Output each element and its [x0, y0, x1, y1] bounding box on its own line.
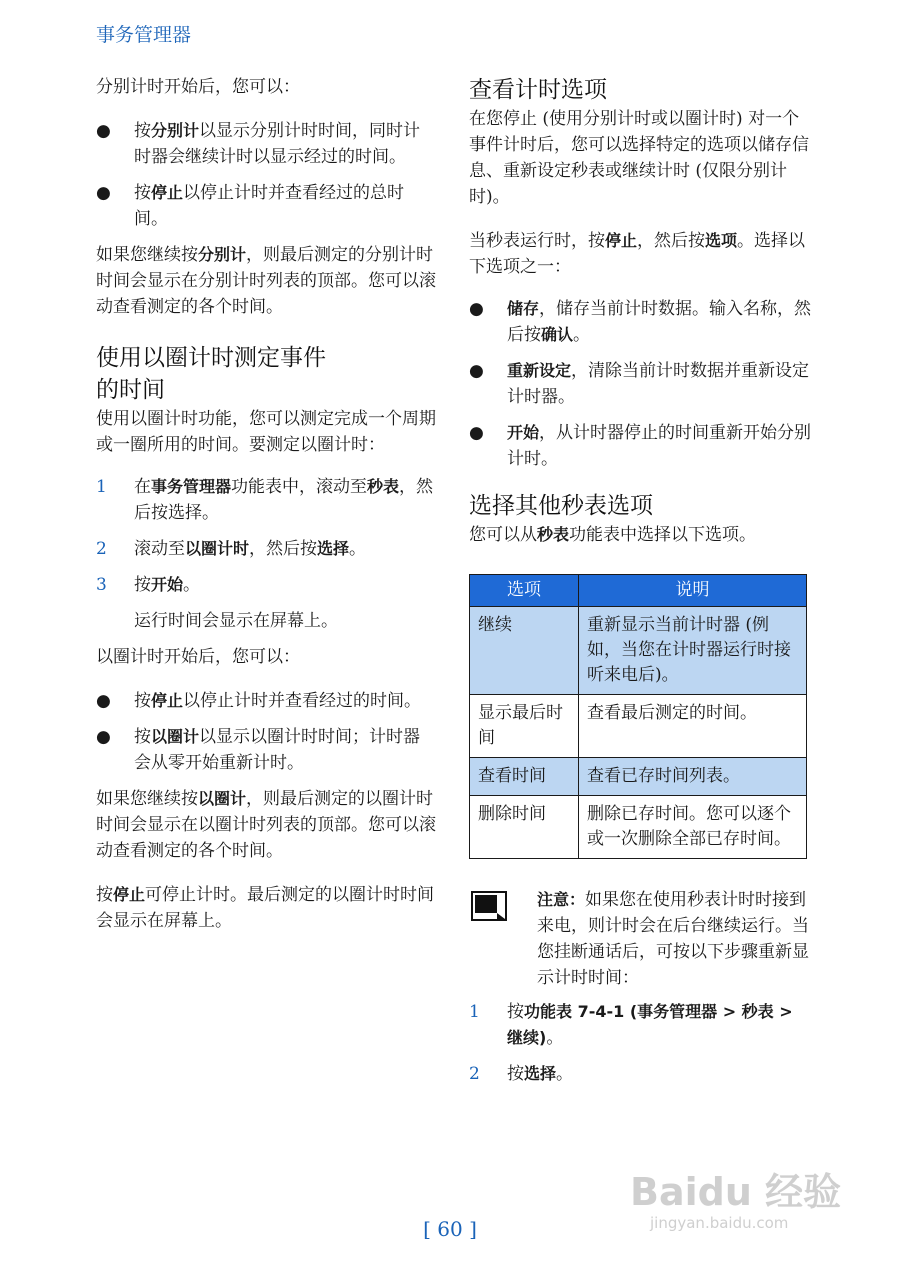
- stop-paragraph: 按停止可停止计时。最后测定的以圈计时时间会显示在屏幕上。: [96, 885, 435, 931]
- bullet-marker: ●: [469, 423, 484, 443]
- table-row: [470, 695, 807, 758]
- table-cell: 删除时间: [470, 796, 579, 859]
- softkey-label: 停止: [151, 183, 184, 202]
- table-row: [470, 796, 807, 859]
- step-number: 1: [96, 477, 107, 497]
- section-heading-lap: 使用以圈计时测定事件 的时间: [96, 345, 326, 403]
- table-cell: 显示最后时间: [470, 695, 579, 758]
- step-number: 1: [469, 1002, 480, 1022]
- bullet-marker: ●: [96, 691, 111, 711]
- table-cell: 查看最后测定的时间。: [579, 695, 807, 758]
- table-cell: 继续: [470, 607, 579, 695]
- step-item: 3 按开始。: [96, 572, 436, 598]
- list-item: ● 按分别计以显示分别计时时间，同时计时器会继续计时以显示经过的时间。: [96, 118, 436, 170]
- section-heading-other: 选择其他秒表选项: [469, 493, 653, 519]
- note-label: 注意：: [537, 890, 586, 909]
- table-cell: 重新显示当前计时器 (例如，当您在计时器运行时接听来电后)。: [579, 607, 807, 695]
- bullet-marker: ●: [96, 183, 111, 203]
- left-column: [96, 74, 436, 946]
- table-row: [470, 607, 807, 695]
- page-number: [ 60 ]: [423, 1217, 477, 1241]
- step-result: 运行时间会显示在屏幕上。: [134, 611, 338, 631]
- note-block: [469, 887, 814, 991]
- table-header: 说明: [579, 575, 807, 607]
- list-item: ● 按停止以停止计时并查看经过的时间。: [96, 688, 436, 714]
- step-number: 2: [96, 539, 107, 559]
- header-title: 事务管理器: [96, 24, 192, 46]
- table-row: [470, 758, 807, 796]
- table-header: 选项: [470, 575, 579, 607]
- lap-paragraph: 如果您继续按以圈计，则最后测定的以圈计时时间会显示在以圈计时列表的顶部。您可以滚动查看测定的各个时间。: [96, 789, 436, 861]
- softkey-label: 分别计: [151, 121, 200, 140]
- section-heading-options: 查看计时选项: [469, 77, 607, 103]
- other-intro: 您可以从秒表功能表中选择以下选项。: [469, 525, 757, 545]
- options-table: [469, 574, 807, 859]
- note-text: 如果您在使用秒表计时时接到来电，则计时会在后台继续运行。当您挂断通话后，可按以下步骤重新显示计时时间：: [537, 890, 809, 988]
- table-cell: 查看时间: [470, 758, 579, 796]
- list-item: ● 开始，从计时器停止的时间重新开始分别计时。: [469, 420, 814, 472]
- split-intro: 分别计时开始后，您可以：: [96, 77, 300, 97]
- list-item: ● 按停止以停止计时并查看经过的总时间。: [96, 180, 436, 232]
- list-item: ● 储存，储存当前计时数据。输入名称，然后按确认。: [469, 296, 814, 348]
- table-header-row: [470, 575, 807, 607]
- options-instruction: 当秒表运行时，按停止，然后按选项。选择以下选项之一：: [469, 231, 806, 277]
- table-cell: 查看已存时间列表。: [579, 758, 807, 796]
- step-item: 2 按选择。: [469, 1061, 814, 1087]
- options-intro: 在您停止 (使用分别计时或以圈计时) 对一个事件计时后，您可以选择特定的选项以储存信息、重新设定秒表或继续计时 (仅限分别计时)。: [469, 109, 809, 207]
- step-item: 2 滚动至以圈计时，然后按选择。: [96, 536, 436, 562]
- bullet-marker: ●: [469, 299, 484, 319]
- split-paragraph: 如果您继续按分别计，则最后测定的分别计时时间会显示在分别计时列表的顶部。您可以滚动查看测定的各个时间。: [96, 245, 436, 317]
- table-cell: 删除已存时间。您可以逐个或一次删除全部已存时间。: [579, 796, 807, 859]
- bullet-marker: ●: [469, 361, 484, 381]
- note-icon: [471, 891, 507, 921]
- lap-started: 以圈计时开始后，您可以：: [96, 647, 300, 667]
- right-column: [469, 74, 814, 1097]
- bullet-marker: ●: [96, 121, 111, 141]
- watermark-site: jingyan.baidu.com: [650, 1214, 789, 1232]
- list-item: ● 按以圈计以显示以圈计时时间；计时器会从零开始重新计时。: [96, 724, 436, 776]
- step-item: 1 按功能表 7-4-1 (事务管理器 > 秒表 > 继续)。: [469, 999, 814, 1051]
- list-item: ● 重新设定，清除当前计时数据并重新设定计时器。: [469, 358, 814, 410]
- bullet-marker: ●: [96, 727, 111, 747]
- step-item: 1 在事务管理器功能表中，滚动至秒表，然后按选择。: [96, 474, 436, 526]
- step-number: 3: [96, 575, 107, 595]
- lap-intro: 使用以圈计时功能，您可以测定完成一个周期或一圈所用的时间。要测定以圈计时：: [96, 409, 436, 455]
- watermark-logo: Baidu 经验: [630, 1170, 842, 1214]
- step-number: 2: [469, 1064, 480, 1084]
